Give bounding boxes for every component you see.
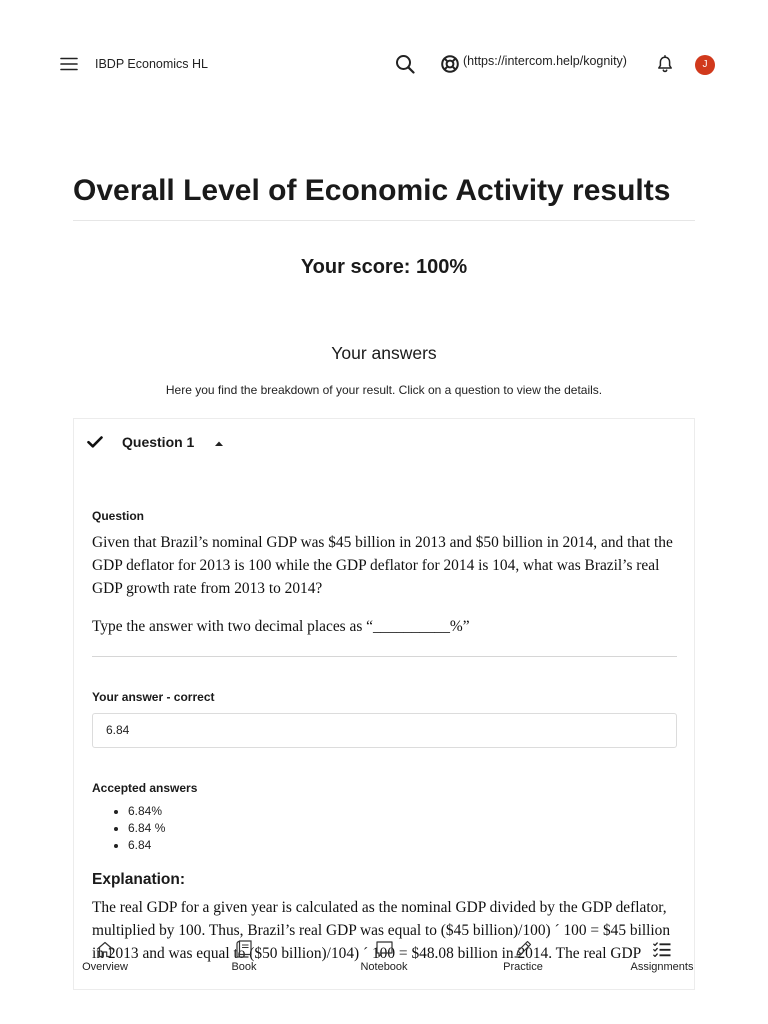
nav-book[interactable] (174, 940, 314, 974)
nav-label: Practice (503, 961, 543, 973)
nav-notebook[interactable] (314, 940, 454, 974)
checklist-icon (592, 940, 732, 958)
question-text: Given that Brazil’s nominal GDP was $45 billion in 2013 and $50 billion in 2014, and that the GDP deflator for 2013 is 100 while the GDP deflator for 2014 is 104, what was Brazil’s real GDP growth rate from 2013 to 2014? (92, 534, 673, 597)
question-instruction: Type the answer with two decimal places as “__________%” (92, 618, 470, 635)
nav-label: Notebook (360, 961, 408, 973)
help-link[interactable] (441, 53, 627, 73)
caret-up-icon (215, 441, 223, 446)
pencil-icon (453, 940, 593, 958)
accepted-answers-heading: Accepted answers (92, 781, 198, 795)
home-icon (35, 940, 175, 958)
answer-heading: Your answer - correct (92, 690, 215, 704)
question-label: Question 1 (122, 434, 195, 450)
course-title[interactable]: IBDP Economics HL (95, 57, 209, 71)
nav-overview[interactable] (35, 940, 175, 974)
page-title: Overall Level of Economic Activity results (73, 174, 671, 207)
answers-heading: Your answers (331, 343, 437, 363)
menu-icon[interactable] (60, 57, 78, 71)
search-icon[interactable] (395, 54, 415, 74)
check-icon (87, 436, 103, 448)
nav-label: Book (231, 961, 257, 973)
score-text: Your score: 100% (300, 256, 468, 278)
title-divider (73, 220, 695, 221)
explanation-text: The real GDP for a given year is calculated as the nominal GDP divided by the GDP deflator, multiplied by 100. Thus, Brazil’s real GDP was equal to ($45 billion)/100) ´ 100 = $45 billion in 2013 and was equal to ($50 billion)/104) ´ 100 = $48.08 billion in 2014. The real GDP (92, 899, 671, 962)
notebook-icon (314, 940, 454, 958)
question-heading: Question (92, 509, 145, 523)
accepted-answers-list (92, 803, 165, 854)
nav-label: Assignments (630, 961, 694, 973)
bell-icon[interactable] (657, 55, 673, 73)
list-item: 6.84 % (92, 820, 165, 837)
avatar[interactable]: J (695, 55, 715, 75)
list-item: 6.84% (92, 803, 165, 820)
question-divider (92, 656, 677, 657)
question-card (73, 418, 695, 990)
list-item: 6.84 (92, 837, 165, 854)
nav-label: Overview (82, 961, 128, 973)
answer-field: 6.84 (92, 713, 677, 748)
question-toggle[interactable] (74, 419, 694, 467)
lifebuoy-icon (441, 55, 459, 73)
nav-assignments[interactable] (592, 940, 732, 974)
nav-practice[interactable] (453, 940, 593, 974)
help-link-text: (https://intercom.help/kognity) (463, 54, 627, 68)
explanation-heading: Explanation: (92, 871, 186, 888)
book-icon (174, 940, 314, 958)
answers-intro: Here you find the breakdown of your result. Click on a question to view the details. (165, 383, 603, 397)
